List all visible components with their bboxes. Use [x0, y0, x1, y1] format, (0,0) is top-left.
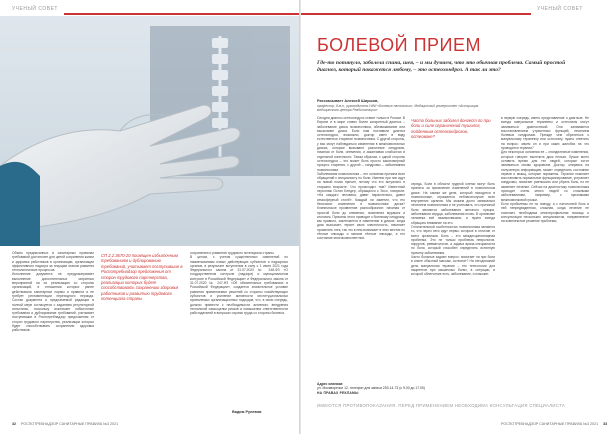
right-column-3 — [501, 116, 589, 398]
article-title: БОЛЕВОЙ ПРИЕМ — [317, 35, 481, 55]
paragraph: В целом, с учетом существенных изменений по наименованиям новых действующих субъектов и надзорных органов, в результате вступления в силу с 1 июля 2021 года Федерального закона от 31.07.2020 № 248-ФЗ «О государственном контроле (надзоре) и муниципальном контроле в Российской Федерации» и Федерального закона от 31.07.2020 № 247-ФЗ «Об обязательных требованиях в Российской Федерации», создается значительное условие развития применяемых решений со стороны хозяйствующих субъектов и усиление активности институциональных приемлемых организационных подходов, что, в свою очередь, должно привести к необходимости активного внедрения технологий самооценки рисков и повышения ответственности работодателей в вопросах охраны труда со стороны бизнеса. — [190, 255, 288, 316]
clinic-address — [317, 382, 467, 395]
pull-quote-right: Часто больных заболел донгест по при боли и силе ограничений тушился, пойденным остеохондрозов, остеоване? — [411, 118, 491, 140]
address-line: ул. Москворечье 12, телефон для записи 253-14-73 (с 9.00 до 17.00) — [317, 386, 425, 391]
paragraph: Заболевания позвоночника – это основная причина всех обращений к специалисту по боли. Именно при них идут на новый поиск причин, потому что это актуально в старшем возрасте. Что происходит там? Известный персонаж Остап Бендер, обращался к Эссо, говорили: «На каждого человека, давят параллельно, давит атмосферный столб». Каждый ли заметил, что его беспокоят изменения в позвоночнике диска? Клиническое проявление разнообразное: начиная от простой боли до онемения, появления мурашек и иголочек. Причины этого приводят к болевому синдрому, как правило, заключается в изменении в дисках: когда диск высыхает, теряет свою эластичность, начинает проявлять отек, так что в нем возникает в этих местах по тёплые эпизоды и мелкие тёплые эпизоды, а его состояние многокомпонентное. — [317, 171, 405, 241]
paragraph: середь. Боли в области грудной клетки могут быть приняты за проявление изменений в позвоночном диске. На самом же деле, который находится в позвоночнике, отражается неблагополучие всех внутренних органов. Мы можем долго заниматься лечением позвоночника и не учитывать, что причиной боли являются заболевания желчного пузыря, заболевания сердца, заболевания почек. В организме человека всё взаимосвязано, и нужно всегда обращать внимание на это. — [411, 182, 495, 225]
paragraph: Исполнение документа не предусматривает выполнение дополнительных затратных мероприятий на их реализацию со стороны организаций, в отношении которых ранее действовали санитарные нормы и правила и не требует регламентации переходного периода. Состав документа и предлагаемой редакции в полной мере согласуется с заданием регуляторной гильотины, поскольку исключает избыточные требования и дублирование требований, учитывает поступившие в Роспотребнадзор предложения от сторон трудового партнерства, реализации которых будет способствовать сохранению здоровья работников. — [12, 272, 94, 333]
right-column-2 — [411, 182, 495, 394]
left-column-3 — [190, 251, 288, 405]
address-label: Адрес клиники: — [317, 382, 344, 386]
pull-quote-left: СП 2.2.3670-20 посвящен избыточным требованиям и дублированию требований, учитывает поступившие в Роспотребнадзор предложения от сторон трудового партнерства, реализации которых будет способствовать сохранению здоровья работников и развитию трудового потенциала страны — [101, 253, 183, 302]
page-number: 32 — [12, 422, 16, 426]
paragraph: Часто больные задают вопрос: помогает ли при боли в спине обычный массаж, остеопат? На сегодняшний день мануальная терапия – это технология для пациентов при мышечных болях, в ситуации, в которой облегчение есть, заболевание, и поможет. — [411, 255, 495, 277]
footer-right — [501, 422, 607, 426]
right-page — [301, 0, 607, 434]
left-column-1 — [12, 251, 94, 411]
contraindications-banner: ИМЕЮТСЯ ПРОТИВОПОКАЗАНИЯ. ПЕРЕД ПРИМЕНЕНИЕМ НЕОБХОДИМА КОНСУЛЬТАЦИЯ СПЕЦИАЛИСТА — [317, 403, 566, 408]
rubric-right: УЧЕНЫЙ СОВЕТ — [537, 6, 583, 12]
rubric-line-left — [64, 13, 299, 15]
doctor-hand-x-ray-icon — [0, 16, 299, 246]
rubric-left: УЧЕНЫЙ СОВЕТ — [12, 6, 58, 12]
paragraph: Сегодня диагноз остеохондроз ставят только в России. В Европе и в мире ставят более конкретный диагноз – заболевание диска позвоночника, обезвоживание или высыхание диска. Если нам поставили диагноз остеохондроз, возможно, доктор имел в виду естественное старение позвоночника. С другой стороны, у вас могут наблюдаться изменения в межпозвоночных дисках, которые вызывают различные синдромы, начиная от боли, онемения, и заканчивая слабостью в отдельной конечности. Таким образом, с одной стороны остеохондроз – это может быть просто закономерный процесс старения, с другой – синдромы – заболевания позвоночника. — [317, 116, 405, 172]
paragraph: сохранению и развитию трудового потенциала страны. — [190, 251, 275, 255]
footer-left — [12, 422, 118, 426]
advertising-note: НА ПРАВАХ РЕКЛАМЫ — [317, 390, 359, 395]
paragraph: Для некоторых основная ее – спондилезные изменения, которые говорят: вылечить диск нельзя. Лучше всего оставить время для тех людей, которые хотят заниматься своим здоровьем. Доктор, опираясь на полученную информацию, может определить состояние нервов и мышц, которые поражены. Терапия помогает восстановить нормальное функционирование, устраняет синдромы, помогает уменьшить или убрать боль, но не заменяет лечение. Сейчас на диагностику позвоночника приходит очень много людей со сложными заболеваниями, например, с признаками межпозвонковой грыжи. — [501, 150, 589, 202]
paragraph: Отличительной особенностью позвоночника является то, что через него идут нервы: которые в отличие от всего организма. Боль – это междисциплинарная проблема. Это не только проблема неврологов, хирургов, ревматологов, а задача врача-специалиста по боли, который способен определить истинную причину заболевания. — [411, 224, 495, 255]
footer-text: РОСПОТРЕБНАДЗОР САНИТАРНЫЕ ПРАВИЛА №3 2021 — [501, 422, 599, 426]
paragraph: в первую очередь, иметь представление о диагнозе. Не всегда мануальные терапевты и остеопаты могут заниматься диагностикой. Они занимаются восстановлением утраченных функций, лечением болевых синдромов. Прежде чем обратиться к мануальному терапевту или остеопату, нужно ответить на вопрос: зачем он и при каких жалобах на что проводится терапия? — [501, 116, 589, 151]
article-author: Вадим Рулевов — [232, 410, 262, 414]
page-number: 33 — [603, 422, 607, 426]
article-lead: Где-то потянуло, заболела спина, шея, – и мы думаем, что это обычная проблема. Самый простой диагноз, который покажется любому, – это остеохондроз. А так ли это? — [317, 60, 566, 74]
byline-name: Рассказывает Алексей Ширшов, — [317, 99, 379, 103]
paragraph: Объем предписанных в санитарных правилах требований достаточен для целей сохранения жизни и здоровья работников в организации, организации эффективного надзора за текущим этапом развития технологических процессов. — [12, 251, 94, 273]
paragraph: Если пробилемы не по поводу, а с патологией боль в ней непредвиденная, сложная, когда лечение не помогает, необходима многопрофильная помощь и консультации нескольких специалистов, направленное на комплексное решение проблемы. — [501, 201, 589, 224]
right-column-1 — [317, 116, 405, 378]
left-page — [0, 0, 299, 434]
byline-role: профессор, д.м.н., руководитель НИИ «Болевые патологии», Медицинский университет «Ассоциация медицинского центра Реабилитации» — [317, 104, 479, 113]
rubric-line-right — [301, 13, 531, 15]
footer-text: РОСПОТРЕБНАДЗОР САНИТАРНЫЕ ПРАВИЛА №3 2021 — [21, 422, 119, 426]
